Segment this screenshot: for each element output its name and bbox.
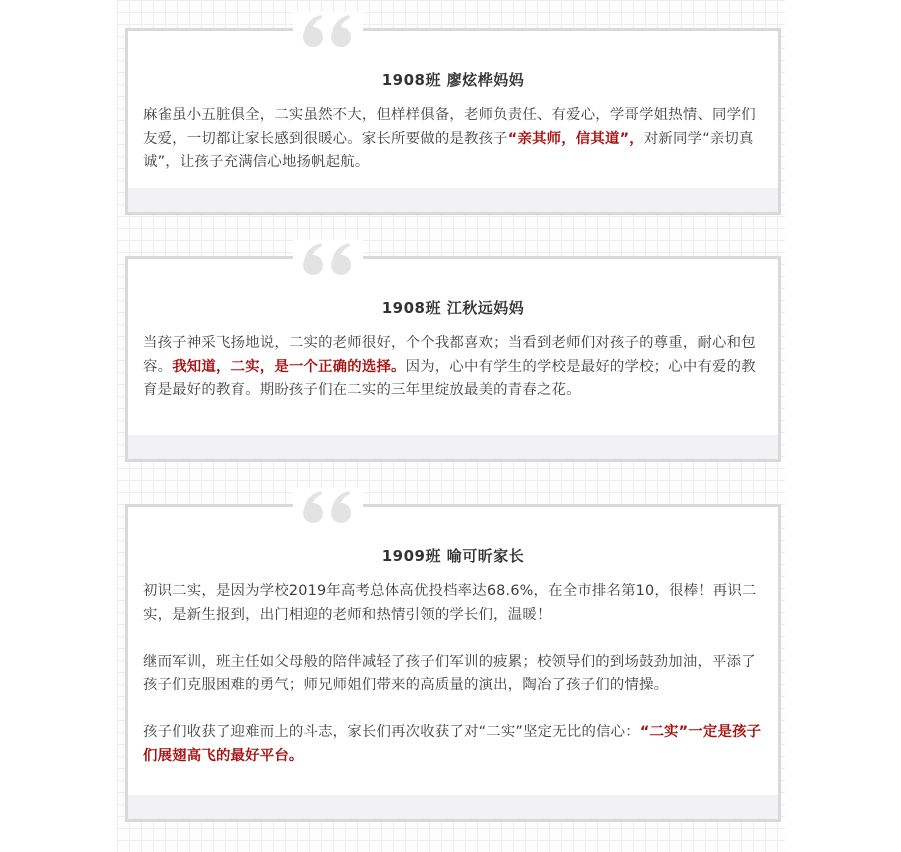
card-footer [128, 188, 778, 212]
highlight-text: 我知道，二实，是一个正确的选择。 [172, 358, 406, 375]
double-quote-icon [301, 240, 355, 284]
card-title: 1908班 廖炫桦妈妈 [381, 71, 525, 89]
highlight-text: “亲其师，信其道”， [507, 130, 644, 147]
card-title: 1908班 江秋远妈妈 [381, 299, 525, 317]
card-body [143, 104, 763, 175]
card-footer [128, 795, 778, 819]
double-quote-icon [301, 12, 355, 56]
paragraph: 继而军训，班主任如父母般的陪伴减轻了孩子们军训的疲累；校领导们的到场鼓劲加油，平添了孩子们克服困难的勇气；师兄师姐们带来的高质量的演出，陶冶了孩子们的情操。 [143, 653, 756, 693]
paragraph: 麻雀虽小五脏俱全，二实虽然不大，但样样俱备，老师负责任、有爱心，学哥学姐热情、同学们友爱，一切都让家长感到很暖心。家长所要做的是教孩子“亲其师，信其道”，对新同学“亲切真诚”，让孩子充满信心地扬帆起航。 [143, 107, 756, 170]
card-body [143, 580, 763, 768]
testimonial-card-2 [125, 256, 781, 462]
double-quote-icon [301, 488, 355, 532]
highlight-text: “二实”一定是孩子们展翅高飞的最好平台。 [143, 724, 762, 764]
paragraph: 当孩子神采飞扬地说，二实的老师很好，个个我都喜欢；当看到老师们对孩子的尊重，耐心和包容。我知道，二实，是一个正确的选择。因为，心中有学生的学校是最好的学校；心中有爱的教育是最好的教育。期盼孩子们在二实的三年里绽放最美的青春之花。 [143, 335, 756, 398]
card-body [143, 332, 763, 403]
card-footer [128, 435, 778, 459]
testimonial-card-3 [125, 504, 781, 822]
card-title: 1909班 喻可昕家长 [381, 547, 525, 565]
testimonial-card-1 [125, 28, 781, 215]
paragraph: 初识二实，是因为学校2019年高考总体高优投档率达68.6%，在全市排名第10，很棒！再识二实，是新生报到，出门相迎的老师和热情引领的学长们，温暖！ [143, 583, 757, 623]
paragraph: 孩子们收获了迎难而上的斗志，家长们再次收获了对“二实”坚定无比的信心：“二实”一定是孩子们展翅高飞的最好平台。 [143, 724, 762, 764]
